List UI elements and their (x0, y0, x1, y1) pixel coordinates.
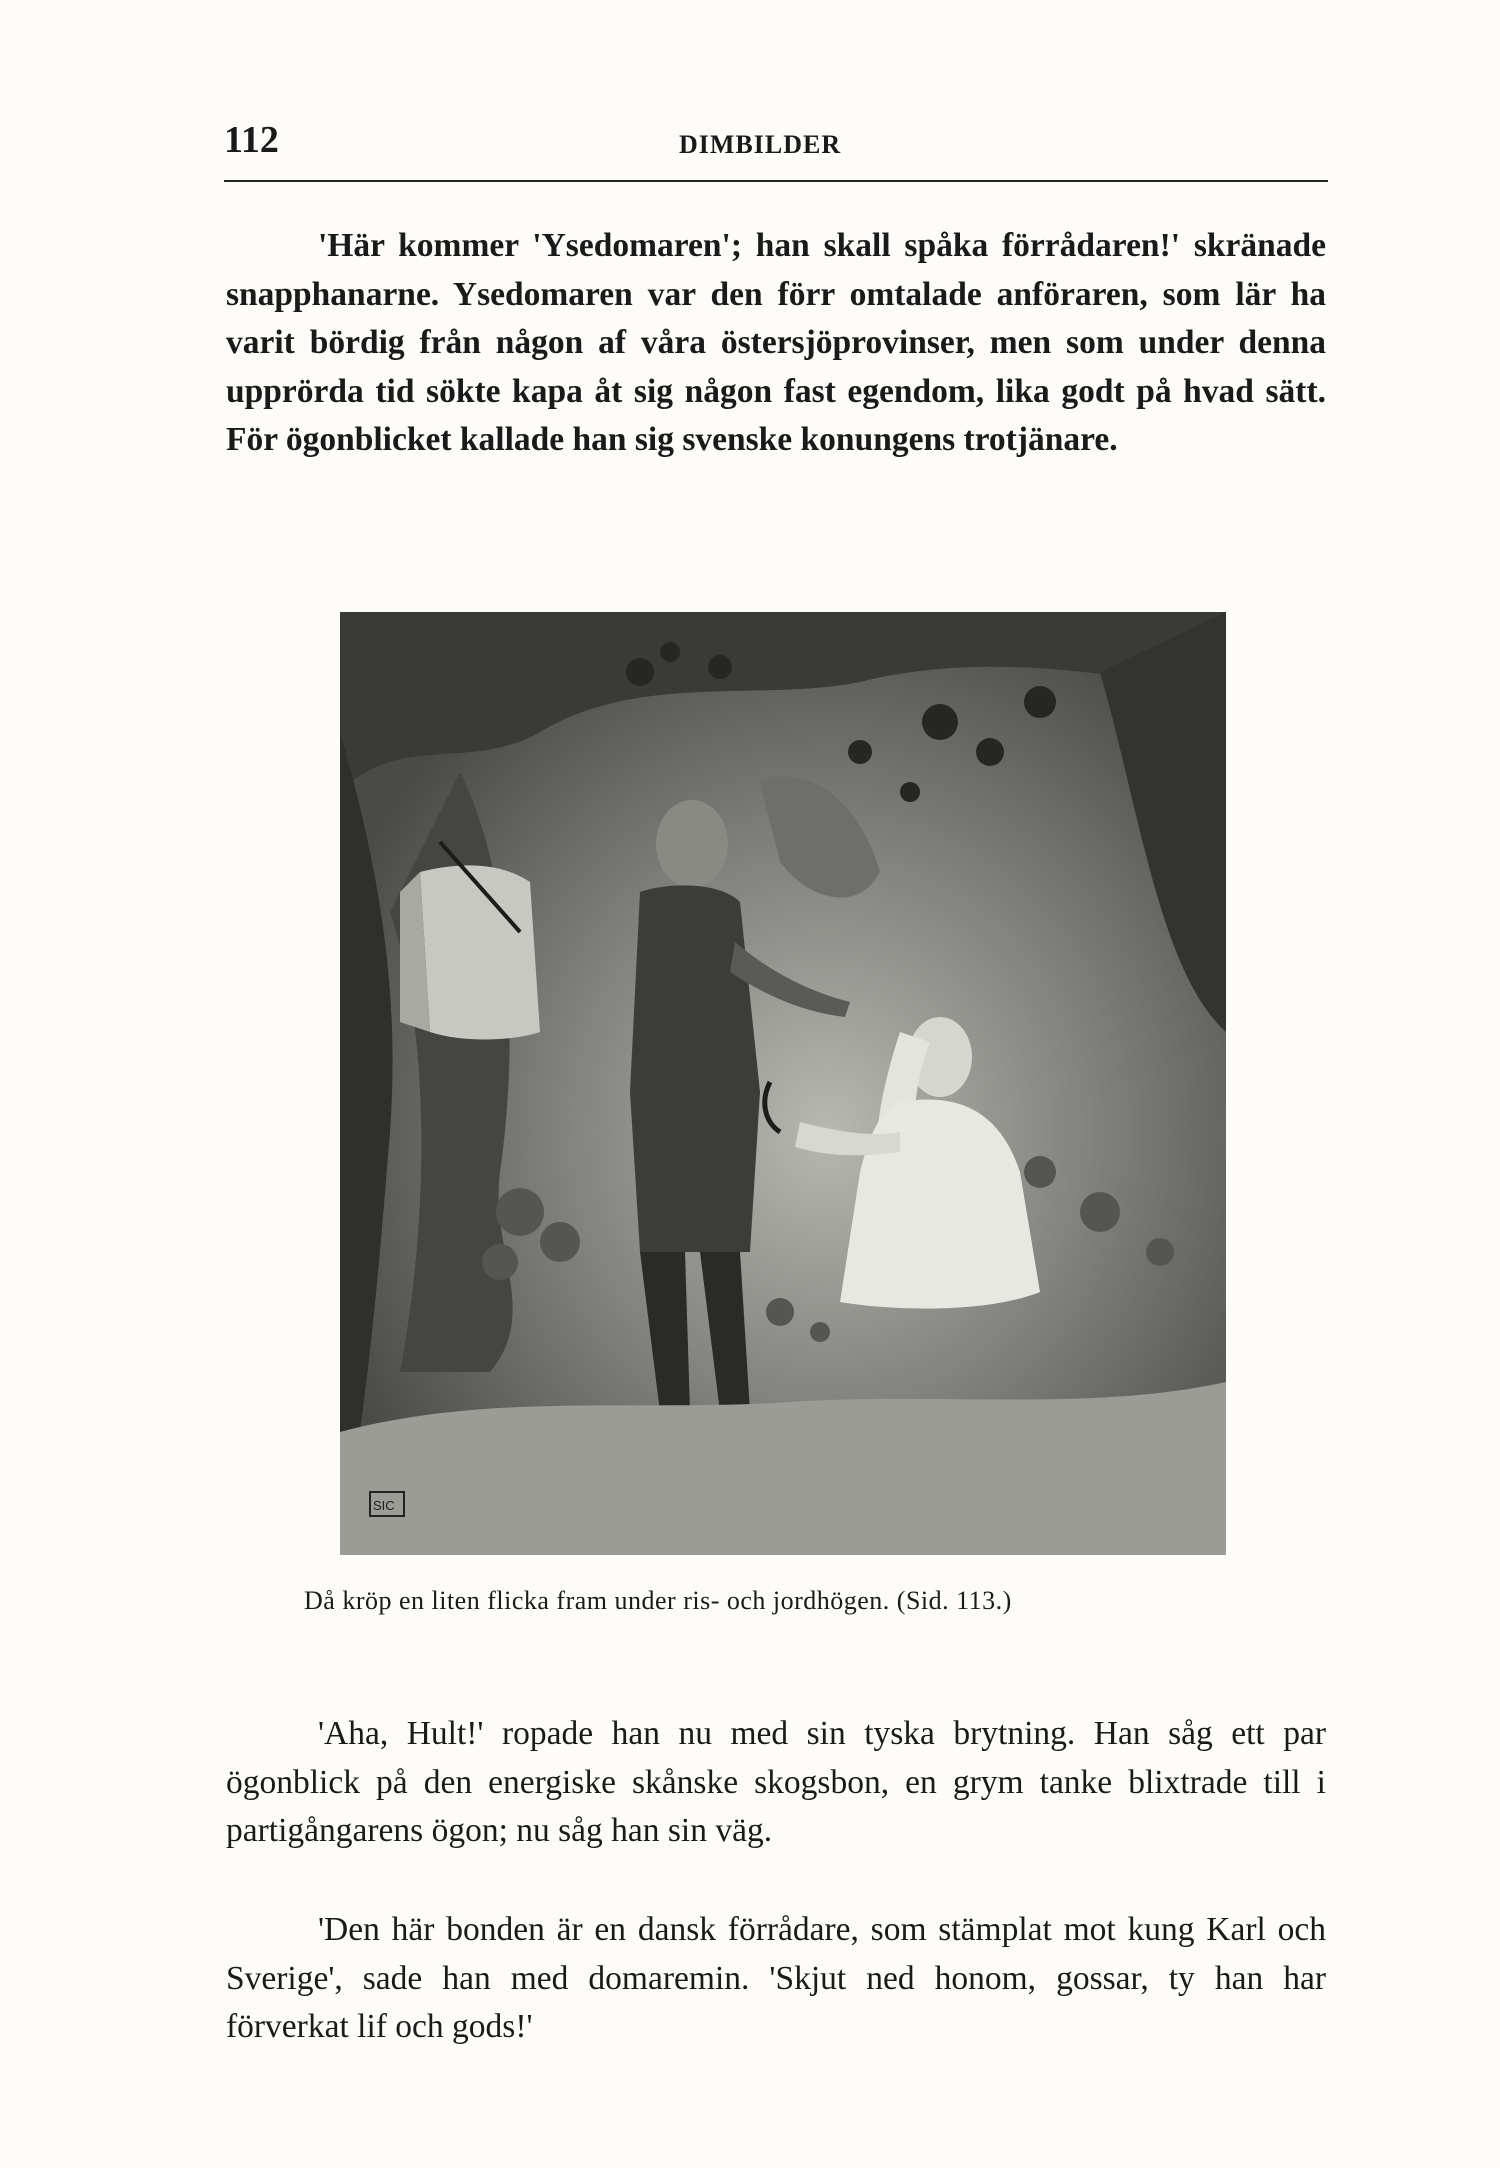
page-number: 112 (224, 119, 279, 161)
page-header (224, 118, 1326, 178)
illustration-drawing (340, 612, 1226, 1555)
paragraph-2: 'Aha, Hult!' ropade han nu med sin tyska brytning. Han såg ett par ögonblick på den energiske skånske skogsbon, en grym tanke blixtrade till i partigångarens ögon; nu såg han sin väg. (226, 1715, 1326, 1849)
header-rule (224, 180, 1328, 182)
illustration-caption: Då kröp en liten flicka fram under ris- och jordhögen. (Sid. 113.) (304, 1586, 1012, 1615)
running-head: DIMBILDER (679, 130, 842, 159)
illustration (340, 612, 1226, 1555)
paragraph-3: 'Den här bonden är en dansk förrådare, som stämplat mot kung Karl och Sverige', sade han med domaremin. 'Skjut ned honom, gossar, ty han har förverkat lif och gods!' (226, 1911, 1326, 2045)
paragraph-1: 'Här kommer 'Ysedomaren'; han skall spåka förrådaren!' skränade snapphanarne. Ysedomaren var den förr omtalade anföraren, som lär ha varit bördig från någon af våra östersjöprovinser, men som under denna upprörda tid sökte kapa åt sig någon fast egendom, lika godt på hvad sätt. För ögonblicket kallade han sig svenske konungens trotjänare. (226, 227, 1326, 458)
artist-monogram: SIC (373, 1498, 395, 1513)
